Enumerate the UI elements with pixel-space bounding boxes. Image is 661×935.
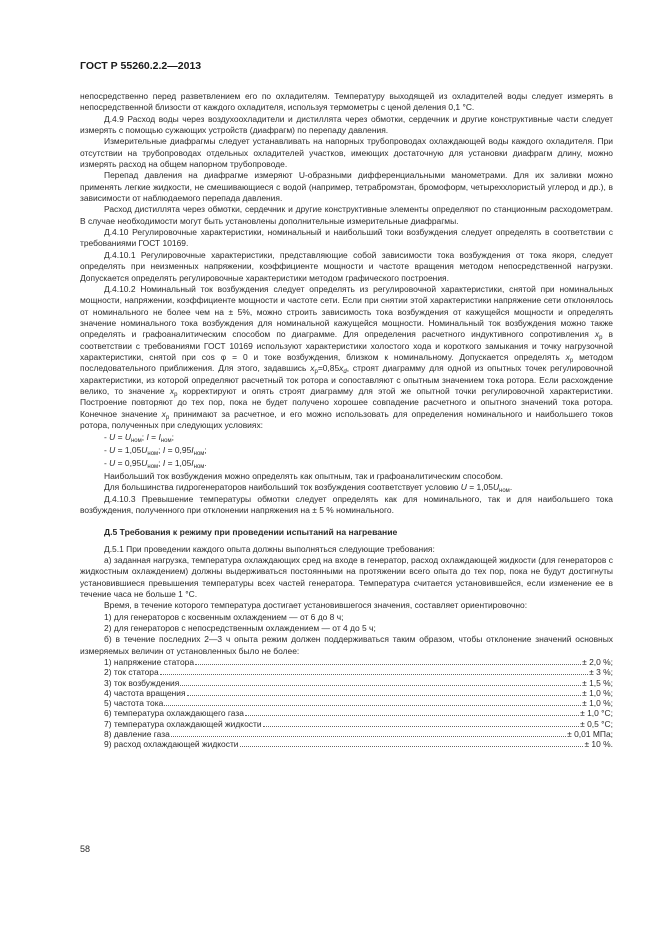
page-body [80,91,613,750]
section-heading: Д.5 Требования к режиму при проведении испытаний на нагревание [104,527,398,538]
tolerance-row [104,708,613,718]
leader-dots [164,698,581,706]
dash: - [104,445,110,456]
subscript: ном [147,451,159,458]
row-value: ± 0,01 МПа; [567,729,613,740]
symbol: U [109,445,116,456]
symbol: x [310,363,315,374]
dash: - [104,458,110,468]
subscript: p [314,369,318,376]
page-number: 58 [80,844,91,854]
text: методом последовательного приближения. Для этого, задавшись [80,351,614,374]
paragraph-d4-9: Д.4.9 Расход воды через воздухоохладители и дистиллята через обмотки, сердечник и другие конструктивные части следует измерять с помощью сужающих устройств (диафрагм) по перепаду давления. [80,113,613,136]
end: . [509,482,513,493]
text: принимают за расчетное, и его можно использовать для определения номинального и наибольшего токов ротора, полученных при следующих условиях: [80,408,614,430]
symbol: x [169,385,175,396]
eq: = [115,432,125,443]
subscript: ном [193,464,205,470]
row-label: 4) частота вращения [104,687,186,698]
symbol: U [141,458,148,468]
tolerance-row [104,688,613,698]
text: Для большинства гидрогенераторов наибольший ток возбуждения соответствует условию [104,482,461,493]
paragraph: а) заданная нагрузка, температура охлаждающих сред на входе в генератор, расход охлаждающей жидкости (для генераторов с жидкостным охлаждением) должны выдерживаться постоянными на протяжении всего опыта до тех пор, пока не будут достигнуты установившиеся превышения температуры всех частей генератора. Температура считается установившейся, если изменение ее в течение часа не больше 1 °C. [80,554,613,599]
eq: = [165,445,175,456]
paragraph: непосредственно перед разветвлением его по охладителям. Температуру выходящей из охладителей воды следует измерять в непосредственной близости от каждого охладителя, используя термометры с ценой деления 0,1 °C. [80,91,613,113]
row-value: ± 2,0 %; [582,657,613,667]
coef: 1,05 [174,458,192,468]
row-label: 7) температура охлаждающей жидкости [104,718,262,729]
document-header: ГОСТ Р 55260.2.2—2013 [80,60,202,72]
symbol: U [460,482,467,493]
symbol: U [492,482,500,493]
paragraph: б) в течение последних 2—3 ч опыта режим должен поддерживаться таким образом, чтобы отклонение значений основных измеряемых величин от установленных было не более: [80,634,613,656]
subscript: ном [130,438,142,445]
text: = 1,05 [466,482,493,493]
row-label: 5) частота тока [104,698,164,709]
subscript: ном [147,464,159,470]
leader-dots [195,657,581,665]
sep: ; [158,445,163,456]
leader-dots [245,708,579,716]
sep: ; [158,458,163,468]
symbol: I [191,445,194,456]
subscript: d [343,369,347,376]
paragraph: Перепад давления на диафрагме измеряют U-образными дифференциальными манометрами. Для их заливки можно применять легкие жидкости, не смешивающиеся с водой (например, тетрабромэтан, бромоформ, четыреххлористый углерод и др.), в зависимости от наблюдаемого перепада давления. [80,170,613,204]
tolerance-row [104,729,613,739]
paragraph-d4-10-3: Д.4.10.3 Превышение температуры обмотки следует определять как для номинального, так и для наибольшего тока возбуждения, полученного при отклонении напряжения на ± 5 % номинального. [80,493,613,515]
subscript: p [599,335,603,342]
symbol: I [158,432,161,443]
symbol: U [124,432,131,443]
row-value: ± 0,5 °C; [580,718,613,729]
leader-dots [180,678,581,686]
end: ; [204,445,207,456]
paragraph: Д.5.1 При проведении каждого опыта должны выполняться следующие требования: [104,543,435,554]
list-item: 2) для генераторов с непосредственным охлаждением — от 4 до 5 ч; [104,622,376,633]
paragraph-d4-10: Д.4.10 Регулировочные характеристики, номинальный и наибольший токи возбуждения следует определять в соответствии с требованиями ГОСТ 10169. [80,227,613,249]
list-item: 1) для генераторов с косвенным охлаждением — от 6 до 8 ч; [104,611,344,622]
subscript: p [569,357,574,364]
symbol: U [109,458,116,468]
subscript: p [165,414,170,421]
condition-item [104,445,613,456]
symbol: I [146,432,149,443]
tolerance-row [104,739,613,749]
tolerance-row [104,667,613,677]
paragraph: Измерительные диафрагмы следует устанавливать на напорных трубопроводах охлаждающей воды каждого охладителя. При отсутствии на трубопроводах отдельных охладителей участков, имеющих достаточную для установки диафрагм длину, можно измерять расход на общем напорном трубопроводе. [80,136,613,170]
coef: 1,05 [124,445,142,456]
paragraph: Время, в течение которого температура достигает установившегося значения, составляет ориентировочно: [104,600,528,611]
row-label: 1) напряжение статора [104,657,195,667]
text: , строят диаграмму для одной из опытных точек регулировочной характеристики, из которой определяют расчетный ток ротора и сопоставляют с опытным значением тока ротора. Если расхождение велико, то значение [80,363,613,396]
row-label: 6) температура охлаждающего газа [104,708,244,719]
row-label: 9) расход охлаждающей жидкости [104,739,239,750]
text: корректируют и опять строят диаграмму для этой же опытной точки регулировочной характеристики. Построение повторяют до тех пор, пока не будет получено хорошее совпадение расчетного и опытного значений тока ротора. Конечное значение [80,385,613,419]
row-value: ± 3 %; [589,667,613,678]
symbol: x [161,408,166,419]
leader-dots [187,688,582,696]
symbol: I [162,458,166,468]
subscript: p [174,391,178,398]
tolerance-row [104,719,613,729]
subscript: ном [499,488,510,495]
sep: ; [141,432,147,443]
row-value: ± 10 %. [584,739,613,750]
tolerance-row [104,698,613,708]
end: ; [171,432,174,443]
leader-dots [160,667,588,675]
row-value: ± 1,0 %; [582,687,613,698]
symbol: x [339,363,344,374]
subscript: ном [160,438,172,445]
eq: = [165,458,175,468]
eq: = [115,445,125,456]
symbol: I [191,458,194,468]
condition-item [104,432,613,443]
row-label: 2) ток статора [104,667,159,678]
eq: = [148,432,159,443]
eq: = [115,458,125,468]
paragraph: Наибольший ток возбуждения можно определять как опытным, так и графоаналитическим способом. [104,470,504,481]
text: в соответствии с требованиями ГОСТ 10169 используют характеристики холостого хода и короткого замыкания и точку нагрузочной характеристики, снятой при cos φ = 0 и токе возбуждения, близком к номинальному. Допускается определять [80,329,613,362]
row-value: ± 1,5 %; [582,677,613,688]
paragraph-d4-10-2 [80,284,613,431]
paragraph: Расход дистиллята через обмотки, сердечник и другие конструктивные элементы определяют по станционным расходометрам. В случае необходимости могут быть установлены дополнительные измерительные диафрагмы. [80,204,613,226]
symbol: x [594,329,600,340]
symbol: U [109,432,116,443]
leader-dots [171,729,566,737]
row-value: ± 1,0 %; [582,698,613,709]
symbol: x [565,351,570,362]
symbol: U [141,445,148,456]
row-label: 8) давление газа [104,729,170,740]
coef: 0,95 [124,458,142,468]
dash: - [104,432,110,443]
row-value: ± 1,0 °C; [580,708,613,719]
tolerance-list [104,657,613,750]
symbol: I [162,445,166,456]
paragraph-d4-10-1: Д.4.10.1 Регулировочные характеристики, представляющие собой зависимости тока возбуждения от тока якоря, следует определять при неизменных напряжении, коэффициенте мощности и частоте вращения методом непосредственной нагрузки. Допускается определять регулировочные характеристики методом графического построения. [80,249,613,283]
coef: 0,95 [174,445,192,456]
text: =0,85 [317,363,340,374]
text: Д.4.10.2 Номинальный ток возбуждения следует определять из регулировочной характеристики, снятой при номинальных мощности, напряжении, коэффициенте мощности и частоте сети. Если при снятии этой характеристики напряжение сети отклонялось от номинального не более чем на ± 5%, можно строить зависимость тока возбуждения от кажущейся мощности и определять значение номинального тока возбуждения для номинальной кажущейся мощности. Номинальный ток возбуждения можно также определять и графоаналитическим способом по диаграмме. Для определения расчетного индуктивного сопротивления [80,283,613,340]
subscript: ном [193,451,205,458]
paragraph [80,482,613,493]
end: . [204,458,207,468]
condition-item [104,458,613,469]
tolerance-row [104,678,613,688]
leader-dots [263,719,580,727]
row-label: 3) ток возбуждения [104,677,180,688]
tolerance-row [104,657,613,667]
leader-dots [240,739,584,747]
